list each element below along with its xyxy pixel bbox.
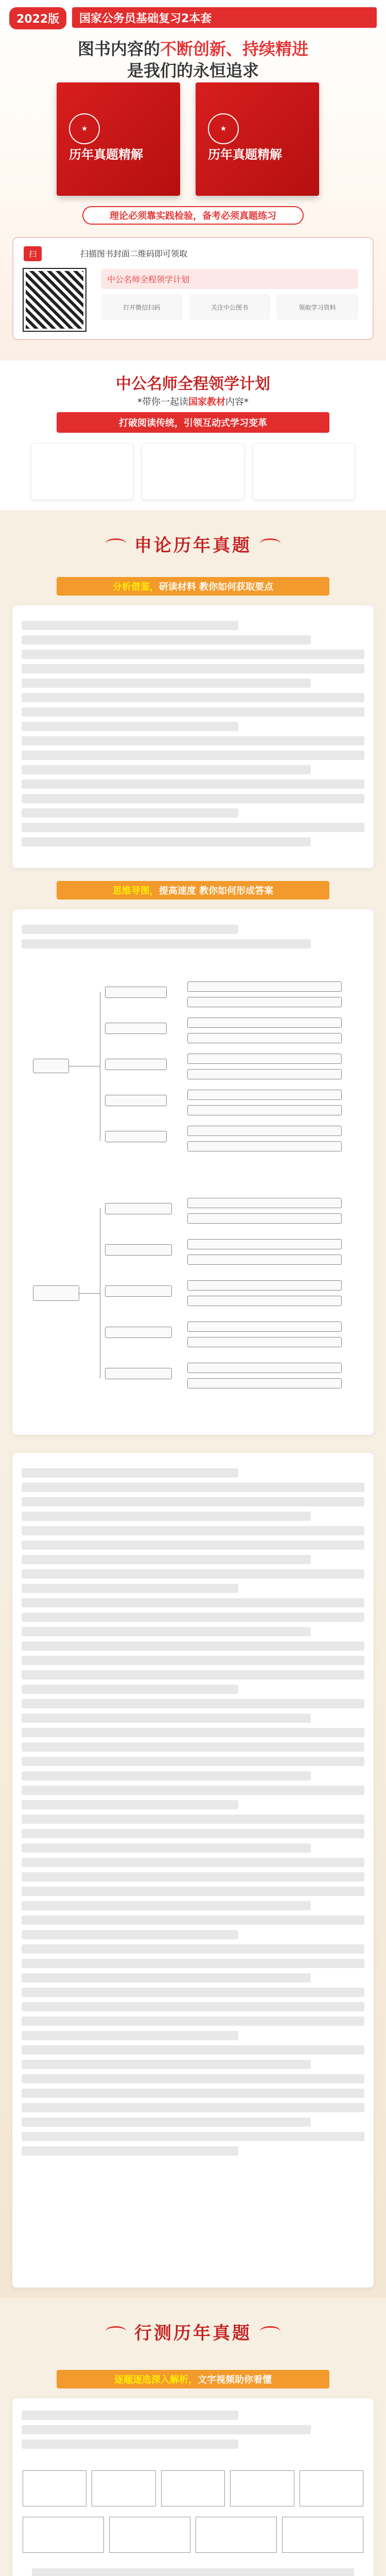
seal-icon: ★ (208, 113, 239, 144)
plan-screenshot (31, 443, 133, 500)
qr-code-icon[interactable] (24, 269, 85, 331)
question-block (23, 2563, 363, 2576)
title-strip (72, 7, 377, 28)
qr-step: 打开微信扫码 (101, 294, 183, 320)
qr-badge: 扫 (24, 246, 42, 261)
qr-info (101, 269, 358, 320)
leaf-ornament-icon (260, 538, 280, 549)
headline-line-1: 图书内容的不断创新、持续精进 (77, 39, 309, 59)
plan-bar: 打破阅读传统，引领互动式学习变革 (57, 412, 329, 433)
plan-screenshots (31, 443, 355, 500)
section1-tag-2: 思维导图， 提高速度 教你如何形成答案 (57, 881, 329, 900)
book-cover-1: ★ 历年真题精解 (57, 82, 180, 196)
plan-title: 中公名师全程领学计划 (116, 375, 270, 393)
leaf-ornament-icon (106, 2326, 126, 2336)
section-header-shenlun: 申论历年真题 (0, 515, 386, 572)
figure-row (23, 2470, 363, 2506)
mindmap-panel (12, 909, 374, 1435)
subtitle-ribbon: 理论必须靠实践检验，备考必须真题练习 (82, 206, 304, 225)
qr-pill: 中公名师全程领学计划 (101, 269, 358, 289)
plan-screenshot (142, 443, 244, 500)
shenlun-material-panel (12, 605, 374, 868)
book-cover-2: ★ 历年真题精解 (196, 82, 319, 196)
year-badge: 2022版 (9, 7, 66, 29)
top-banner (0, 0, 386, 361)
book-covers (57, 82, 329, 196)
shenlun-answer-panel (12, 1453, 374, 2287)
plan-subtitle: *带你一起读国家教材内容* (137, 397, 249, 408)
section2-tag-1: 逐题逐选深入解析， 文字视频助你看懂 (57, 2370, 329, 2388)
section1-tag-1: 分析借鉴， 研读材料 教你如何获取要点 (57, 577, 329, 596)
qr-steps (101, 294, 358, 320)
plan-screenshot (253, 443, 355, 500)
mindmap-2 (33, 1188, 352, 1404)
qr-step: 关注中公图书 (189, 294, 271, 320)
qr-title: 扫描图书封面二维码即可领取 (80, 249, 188, 259)
page-title: 国家公务员基础复习2本套 (79, 12, 212, 25)
mindmap (33, 971, 352, 1167)
qr-card (12, 237, 374, 340)
mindmap-root (33, 1059, 69, 1073)
xingce-questions-panel (12, 2398, 374, 2576)
leaf-ornament-icon (106, 538, 126, 549)
figure-row (23, 2517, 363, 2553)
seal-icon: ★ (69, 113, 100, 144)
plan-section (0, 361, 386, 510)
section-header-xingce: 行测历年真题 (0, 2303, 386, 2360)
qr-step: 领取学习资料 (276, 294, 358, 320)
headline-line-2: 是我们的永恒追求 (127, 61, 259, 80)
leaf-ornament-icon (260, 2326, 280, 2336)
